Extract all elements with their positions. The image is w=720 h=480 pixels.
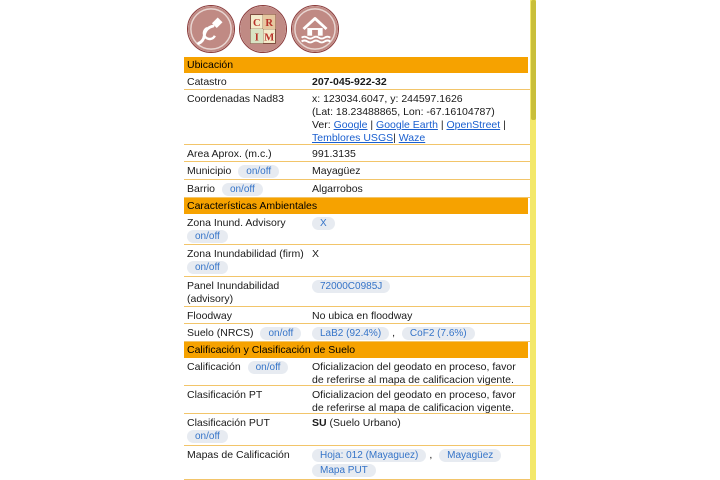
section-header-ubicacion: Ubicación xyxy=(184,57,528,73)
row-label: Municipio xyxy=(187,165,232,177)
mapa-municipio-button[interactable]: Mayagüez xyxy=(439,449,501,462)
panel-value-wrap xyxy=(312,280,528,304)
crim-logo[interactable] xyxy=(239,5,287,53)
link-google[interactable]: Google xyxy=(333,119,368,131)
row-suelo xyxy=(184,324,530,342)
floodway-value: No ubica en floodway xyxy=(312,310,413,322)
clasificacion-put-value xyxy=(312,417,528,443)
row-mapas xyxy=(184,446,530,480)
property-info-panel xyxy=(184,0,530,480)
row-label-wrap xyxy=(187,417,312,443)
svg-text:R: R xyxy=(265,18,274,30)
catastro-value: 207-045-922-32 xyxy=(312,76,387,88)
svg-text:C: C xyxy=(252,18,261,30)
mapas-values xyxy=(312,449,528,477)
row-label-wrap xyxy=(187,183,312,195)
calificacion-value: Oficializacion del geodato en proceso, favor de referirse al mapa de calificacion vigente. xyxy=(312,361,516,386)
svg-text:M: M xyxy=(264,32,275,44)
row-label: Suelo (NRCS) xyxy=(187,327,254,339)
coordenadas-value xyxy=(312,93,528,142)
power-plug-icon[interactable] xyxy=(187,5,235,53)
coordinates-xy: x: 123034.6047, y: 244597.1626 xyxy=(312,93,463,105)
clasificacion-put-code: SU xyxy=(312,417,327,429)
municipio-toggle-button[interactable]: on/off xyxy=(238,165,279,178)
suelo-values xyxy=(312,327,528,339)
row-clasificacion-pt xyxy=(184,386,530,414)
zona-advisory-value-button[interactable]: X xyxy=(312,217,335,230)
logo-strip xyxy=(184,0,530,57)
row-label: Floodway xyxy=(187,310,232,322)
suelo-value-button[interactable]: LaB2 (92.4%) xyxy=(312,327,389,340)
row-label: Panel Inundabilidad (advisory) xyxy=(187,280,280,305)
row-label: Zona Inund. Advisory xyxy=(187,217,286,229)
area-value: 991.3135 xyxy=(312,148,356,160)
panel-value-button[interactable]: 72000C0985J xyxy=(312,280,390,293)
svg-text:I: I xyxy=(254,32,259,44)
row-calificacion xyxy=(184,358,530,386)
row-floodway xyxy=(184,307,530,324)
row-label: Clasificación PUT xyxy=(187,417,270,429)
row-label-wrap xyxy=(187,217,312,242)
row-label: Zona Inundabilidad (firm) xyxy=(187,248,304,260)
link-openstreet[interactable]: OpenStreet xyxy=(446,119,501,131)
scrollbar-thumb[interactable] xyxy=(531,0,536,120)
mapa-put-button[interactable]: Mapa PUT xyxy=(312,464,376,477)
barrio-toggle-button[interactable]: on/off xyxy=(222,183,263,196)
row-label: Catastro xyxy=(187,76,227,88)
mapa-hoja-button[interactable]: Hoja: 012 (Mayaguez) xyxy=(312,449,426,462)
row-panel xyxy=(184,277,530,307)
clasificacion-pt-value: Oficializacion del geodato en proceso, favor de referirse al mapa de calificacion vigente. xyxy=(312,389,516,414)
row-zona-firm xyxy=(184,245,530,277)
link-waze[interactable]: Waze xyxy=(398,132,426,144)
row-label-wrap xyxy=(187,248,312,274)
row-label: Clasificación PT xyxy=(187,389,263,401)
row-clasificacion-put xyxy=(184,414,530,446)
ver-label: Ver: xyxy=(312,119,331,131)
row-label-wrap xyxy=(187,361,312,383)
barrio-value: Algarrobos xyxy=(312,183,363,195)
clasificacion-put-desc: (Suelo Urbano) xyxy=(329,417,401,429)
map-links: Ver: Google | Google Earth | OpenStreet | xyxy=(312,119,506,131)
link-google-earth[interactable]: Google Earth xyxy=(376,119,438,131)
zona-firm-toggle-button[interactable]: on/off xyxy=(187,261,228,274)
row-area xyxy=(184,145,530,162)
coordinates-latlon: (Lat: 18.23488865, Lon: -67.16104787) xyxy=(312,106,495,118)
calificacion-toggle-button[interactable]: on/off xyxy=(248,361,289,374)
section-header-calificacion: Calificación y Clasificación de Suelo xyxy=(184,342,528,358)
row-label: Barrio xyxy=(187,183,216,195)
map-links-cont: Temblores USGS| Waze xyxy=(312,132,426,144)
clasificacion-put-toggle-button[interactable]: on/off xyxy=(187,430,228,443)
zona-firm-value: X xyxy=(312,248,320,260)
suelo-toggle-button[interactable]: on/off xyxy=(260,327,301,340)
row-municipio xyxy=(184,162,530,180)
row-label: Area Aprox. (m.c.) xyxy=(187,148,272,160)
separator: , xyxy=(429,449,433,461)
row-label-wrap xyxy=(187,165,312,177)
row-coordenadas xyxy=(184,90,530,145)
house-flood-icon[interactable] xyxy=(291,5,339,53)
row-zona-advisory xyxy=(184,214,530,245)
section-header-ambientales: Características Ambientales xyxy=(184,198,528,214)
row-label: Coordenadas Nad83 xyxy=(187,93,284,105)
row-catastro xyxy=(184,73,530,90)
municipio-value: Mayagüez xyxy=(312,165,361,177)
row-label: Calificación xyxy=(187,361,241,373)
row-label: Mapas de Calificación xyxy=(187,449,290,461)
zona-advisory-value-wrap xyxy=(312,217,528,242)
mapas-values-cont xyxy=(312,464,528,477)
suelo-value-button[interactable]: CoF2 (7.6%) xyxy=(402,327,475,340)
link-temblores-usgs[interactable]: Temblores USGS xyxy=(312,132,394,144)
separator: , xyxy=(392,327,395,339)
zona-advisory-toggle-button[interactable]: on/off xyxy=(187,230,228,243)
row-label-wrap xyxy=(187,327,312,339)
row-barrio xyxy=(184,180,530,198)
